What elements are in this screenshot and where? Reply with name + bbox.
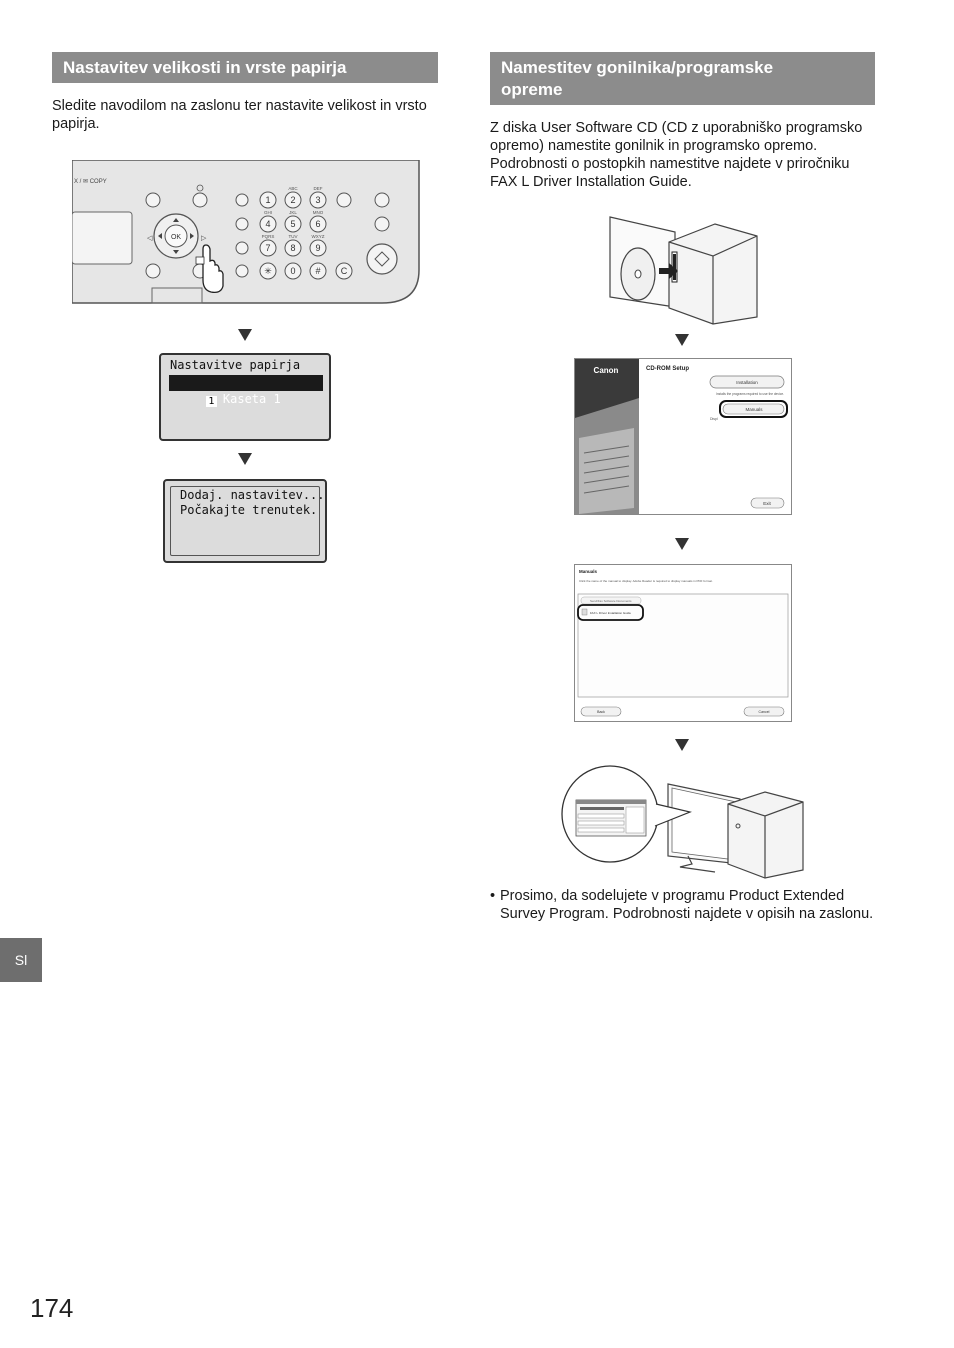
step-arrow-icon [238,453,252,465]
computer-zoom-illustration [560,764,808,882]
install-desc: Installs the programs required to use the device. [715,392,784,396]
key: C [340,266,348,276]
canon-logo: Canon [593,366,619,375]
key: 5 [290,219,296,229]
lcd-line: Dodaj. nastavitev... [180,488,325,502]
key-letters: JKL [289,210,297,215]
key: # [315,266,321,276]
lcd-line: Nastavitve papirja [170,358,301,372]
intro-line: Z diska User Software CD (CD z uporabniško programsko [490,120,863,136]
manuals-dialog [574,564,792,722]
key: 4 [265,219,271,229]
step-arrow-icon [238,329,252,341]
driver-intro [490,119,890,191]
section-heading-driver [490,52,875,105]
bullet: • [490,888,496,904]
key-letters: PQRS [261,234,275,239]
control-panel-illustration [72,160,422,305]
other-label: Displ [710,417,718,421]
heading-text: opreme [501,80,563,99]
language-tab [0,938,42,982]
step-arrow-icon [675,334,689,346]
key: 6 [315,219,321,229]
lcd-line: Počakajte trenutek. [180,503,318,517]
heading-text: Namestitev gonilnika/programske [501,58,774,77]
manual-item: Send/Fax Software Documents [590,599,632,603]
cdrom-setup-window [574,358,792,515]
svg-text:◁: ◁ [147,235,153,242]
lcd-paper-settings [159,353,331,441]
key: ✳ [264,266,272,276]
exit-button: Exit [763,501,771,506]
key-letters: ABC [288,186,298,191]
cassette-badge: 1 [206,396,217,407]
paper-intro [52,97,452,133]
installation-button: Installation [736,380,758,385]
cd-insert-illustration [605,212,763,327]
key: 3 [315,195,321,205]
lcd-applying [163,479,327,563]
key: 1 [265,195,271,205]
intro-line: FAX L Driver Installation Guide. [490,174,692,190]
key: 0 [290,266,296,276]
key: 7 [265,243,271,253]
note-line: Survey Program. Podrobnosti najdete v opisih na zaslonu. [500,906,874,922]
ok-label: OK [170,234,182,241]
key: 2 [290,195,296,205]
intro-line: Sledite navodilom na zaslonu ter nastavite velikost in vrsto [52,98,427,114]
manual-item: FAX L Driver Installation Guide [590,611,631,615]
key-letters: DEF [313,186,323,191]
note-line: Prosimo, da sodelujete v programu Product Extended [500,888,845,904]
step-arrow-icon [675,739,689,751]
heading-text: Nastavitev velikosti in vrste papirja [63,58,347,77]
key: 8 [290,243,296,253]
key-letters: TUV [288,234,298,239]
key: 9 [315,243,321,253]
key-letters: GHI [263,210,273,215]
lcd-selected-row [169,375,323,407]
svg-text:▷: ▷ [201,235,207,242]
intro-line: opremo) namestite gonilnik in programsko opremo. [490,138,818,154]
page-number: 174 [30,1293,74,1323]
step-arrow-icon [675,538,689,550]
key-letters: MNO [312,210,324,215]
back-button: Back [597,710,605,714]
key-letters: WXYZ [311,234,325,239]
survey-note [490,887,890,923]
fax-copy-label: X / ✉ COPY [74,179,107,185]
language-code: Sl [14,952,28,968]
manuals-desc: Click the name of the manual to display. Adobe Reader is required to display manuals in PDF format. [579,579,713,583]
cancel-button: Cancel [758,710,770,714]
intro-line: Podrobnosti o postopkih namestitve najdete v priročniku [490,156,850,172]
intro-line: papirja. [52,116,100,132]
manuals-button: Manuals [745,407,763,412]
lcd-line: Kaseta 1 [222,392,281,406]
cdrom-title: CD-ROM Setup [646,366,689,372]
section-heading-paper [52,52,438,83]
manuals-title: Manuals [579,569,598,574]
